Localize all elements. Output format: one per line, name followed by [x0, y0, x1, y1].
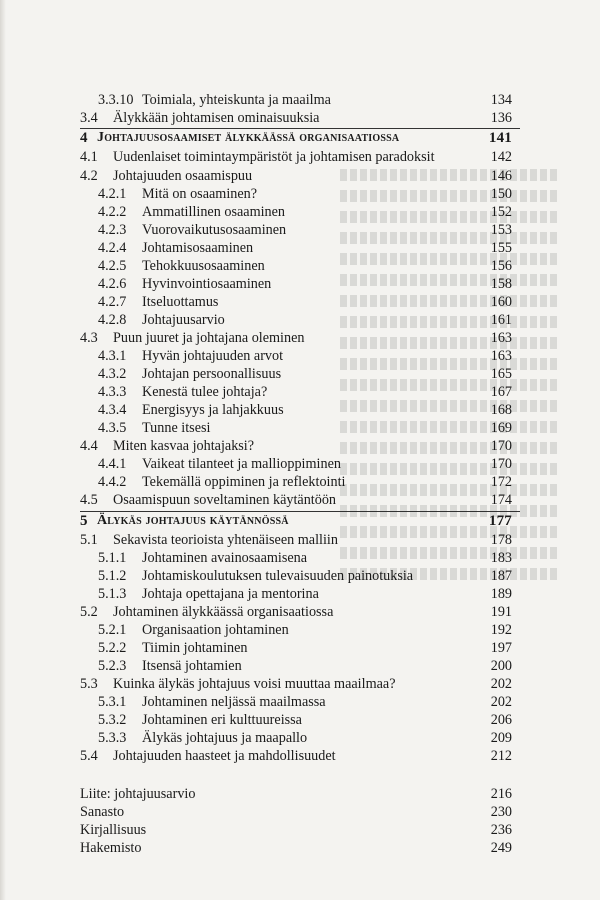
toc-section-number: 5.2.1: [98, 622, 127, 638]
toc-section-number: 5: [80, 513, 88, 529]
toc-section-title: Osaamispuun soveltaminen käytäntöön: [113, 492, 337, 508]
toc-page-number: 200: [490, 658, 512, 674]
toc-section-title: Johtajuusarvio: [142, 312, 225, 328]
toc-page-number: 209: [490, 730, 512, 746]
toc-section-number: 4.4.2: [98, 474, 127, 490]
toc-section-number: 4.1: [80, 149, 98, 165]
toc-section-number: 5.2.2: [98, 640, 127, 656]
toc-section-number: 4.3.4: [98, 402, 127, 418]
toc-section-number: 3.3.10: [98, 92, 134, 108]
toc-section-title: Johtajan persoonallisuus: [142, 366, 282, 382]
toc-section-number: 4.3: [80, 330, 98, 346]
toc-page-number: 212: [490, 748, 512, 764]
toc-entry-row: [0, 167, 600, 185]
chapter-divider-line: [80, 511, 520, 512]
toc-section-number: 4.2.4: [98, 240, 127, 256]
toc-page-number: 141: [488, 130, 512, 146]
toc-section-number: 5.1: [80, 532, 98, 548]
toc-page-number: 202: [490, 694, 512, 710]
toc-section-number: 4.4: [80, 438, 98, 454]
toc-page-number: 163: [490, 348, 512, 364]
toc-page-number: 167: [490, 384, 512, 400]
toc-section-number: 5.1.1: [98, 550, 127, 566]
toc-page-number: 249: [490, 840, 512, 856]
toc-page-number: 230: [490, 804, 512, 820]
toc-entry-row: [0, 639, 600, 657]
toc-entry-row: [0, 531, 600, 549]
toc-entry-row: [0, 491, 600, 509]
toc-section-title: Kirjallisuus: [80, 822, 147, 838]
toc-chapter-row: [0, 512, 600, 530]
toc-section-number: 4: [80, 130, 88, 146]
toc-section-title: Toimiala, yhteiskunta ja maailma: [142, 92, 331, 108]
toc-section-number: 5.3.1: [98, 694, 127, 710]
toc-section-title: Johtajuusosaamiset älykkäässä organisaatiossa: [97, 130, 400, 145]
toc-section-number: 4.3.5: [98, 420, 127, 436]
toc-section-title: Hyvän johtajuuden arvot: [142, 348, 284, 364]
toc-entry-row: [0, 329, 600, 347]
toc-page-number: 134: [490, 92, 512, 108]
toc-section-number: 4.3.3: [98, 384, 127, 400]
toc-appendix-row: [0, 803, 600, 821]
toc-section-title: Johtaminen eri kulttuureissa: [142, 712, 302, 728]
toc-section-title: Hakemisto: [80, 840, 142, 856]
toc-page-number: 161: [490, 312, 512, 328]
toc-section-title: Johtaminen neljässä maailmassa: [142, 694, 326, 710]
toc-section-title: Kenestä tulee johtaja?: [142, 384, 268, 400]
toc-page-number: 216: [490, 786, 512, 802]
toc-section-title: Kuinka älykäs johtajuus voisi muuttaa maailmaa?: [113, 676, 396, 692]
toc-section-title: Tunne itsesi: [142, 420, 211, 436]
toc-section-number: 5.3.2: [98, 712, 127, 728]
toc-entry-row: [0, 239, 600, 257]
toc-page-number: 178: [490, 532, 512, 548]
toc-section-title: Johtamiskoulutuksen tulevaisuuden painotuksia: [142, 568, 414, 584]
toc-page-number: 191: [490, 604, 512, 620]
toc-section-number: 4.3.2: [98, 366, 127, 382]
toc-section-number: 4.2.2: [98, 204, 127, 220]
toc-section-title: Energisyys ja lahjakkuus: [142, 402, 284, 418]
toc-section-number: 5.2: [80, 604, 98, 620]
toc-appendix-row: [0, 839, 600, 857]
toc-page-number: 192: [490, 622, 512, 638]
toc-page-number: 236: [490, 822, 512, 838]
toc-section-number: 5.3.3: [98, 730, 127, 746]
toc-section-title: Johtajuuden osaamispuu: [113, 168, 253, 184]
toc-section-title: Miten kasvaa johtajaksi?: [113, 438, 255, 454]
toc-page-number: 206: [490, 712, 512, 728]
toc-entry-row: [0, 293, 600, 311]
toc-page-number: 152: [490, 204, 512, 220]
toc-section-title: Tekemällä oppiminen ja reflektointi: [142, 474, 346, 490]
toc-page-number: 202: [490, 676, 512, 692]
toc-entry-row: [0, 693, 600, 711]
toc-page-number: 169: [490, 420, 512, 436]
toc-entry-row: [0, 621, 600, 639]
toc-section-title: Ammatillinen osaaminen: [142, 204, 286, 220]
toc-entry-row: [0, 401, 600, 419]
toc-appendix-row: [0, 821, 600, 839]
toc-entry-row: [0, 257, 600, 275]
toc-section-number: 5.2.3: [98, 658, 127, 674]
toc-section-number: 4.5: [80, 492, 98, 508]
toc-section-title: Älykkään johtamisen ominaisuuksia: [113, 110, 320, 126]
toc-section-title: Sanasto: [80, 804, 125, 820]
toc-entry-row: [0, 729, 600, 747]
toc-section-title: Sekavista teorioista yhtenäiseen malliin: [113, 532, 338, 548]
toc-section-number: 3.4: [80, 110, 98, 126]
toc-section-title: Itseluottamus: [142, 294, 219, 310]
toc-section-number: 5.1.3: [98, 586, 127, 602]
toc-section-title: Mitä on osaaminen?: [142, 186, 258, 202]
toc-section-number: 4.2.5: [98, 258, 127, 274]
toc-entry-row: [0, 549, 600, 567]
toc-entry-row: [0, 603, 600, 621]
toc-page-number: 170: [490, 456, 512, 472]
toc-page-number: 142: [490, 149, 512, 165]
toc-page-number: 174: [490, 492, 512, 508]
toc-page-number: 136: [490, 110, 512, 126]
toc-entry-row: [0, 185, 600, 203]
toc-page-number: 158: [490, 276, 512, 292]
toc-entry-row: [0, 455, 600, 473]
toc-entry-row: [0, 747, 600, 765]
toc-section-title: Johtajuuden haasteet ja mahdollisuudet: [113, 748, 336, 764]
toc-page-number: 197: [490, 640, 512, 656]
toc-entry-row: [0, 148, 600, 166]
toc-page-number: 170: [490, 438, 512, 454]
toc-entry-row: [0, 347, 600, 365]
toc-section-title: Uudenlaiset toimintaympäristöt ja johtamisen paradoksit: [113, 149, 435, 165]
toc-entry-row: [0, 567, 600, 585]
toc-entry-row: [0, 657, 600, 675]
toc-entry-row: [0, 221, 600, 239]
toc-page-number: 155: [490, 240, 512, 256]
toc-entry-row: [0, 419, 600, 437]
toc-section-title: Liite: johtajuusarvio: [80, 786, 196, 802]
toc-section-title: Tiimin johtaminen: [142, 640, 248, 656]
toc-section-title: Johtaja opettajana ja mentorina: [142, 586, 319, 602]
toc-section-title: Älykäs johtajuus ja maapallo: [142, 730, 308, 746]
toc-entry-row: [0, 675, 600, 693]
toc-chapter-row: [0, 129, 600, 147]
toc-page-number: 187: [490, 568, 512, 584]
toc-section-title: Puun juuret ja johtajana oleminen: [113, 330, 305, 346]
toc-section-title: Älykäs johtajuus käytännössä: [97, 513, 289, 528]
toc-page-number: 146: [490, 168, 512, 184]
toc-entry-row: [0, 473, 600, 491]
toc-entry-row: [0, 91, 600, 109]
toc-entry-row: [0, 585, 600, 603]
toc-section-title: Hyvinvointiosaaminen: [142, 276, 272, 292]
toc-entry-row: [0, 437, 600, 455]
toc-page-number: 150: [490, 186, 512, 202]
toc-page-number: 177: [488, 513, 512, 529]
toc-section-number: 4.2.1: [98, 186, 127, 202]
toc-section-number: 4.3.1: [98, 348, 127, 364]
toc-appendix-row: [0, 785, 600, 803]
toc-entry-row: [0, 383, 600, 401]
toc-page-number: 168: [490, 402, 512, 418]
toc-page-number: 172: [490, 474, 512, 490]
toc-section-title: Itsensä johtamien: [142, 658, 242, 674]
toc-entry-row: [0, 275, 600, 293]
toc-section-number: 5.3: [80, 676, 98, 692]
toc-section-number: 4.2.8: [98, 312, 127, 328]
toc-page-number: 160: [490, 294, 512, 310]
toc-section-title: Vuorovaikutusosaaminen: [142, 222, 287, 238]
toc-entry-row: [0, 365, 600, 383]
toc-section-number: 4.2.6: [98, 276, 127, 292]
toc-entry-row: [0, 311, 600, 329]
toc-section-number: 4.4.1: [98, 456, 127, 472]
toc-entry-row: [0, 711, 600, 729]
toc-section-title: Johtaminen älykkäässä organisaatiossa: [113, 604, 334, 620]
toc-page-number: 189: [490, 586, 512, 602]
toc-section-number: 5.1.2: [98, 568, 127, 584]
toc-section-title: Vaikeat tilanteet ja mallioppiminen: [142, 456, 341, 472]
toc-page-number: 163: [490, 330, 512, 346]
toc-section-title: Johtamisosaaminen: [142, 240, 254, 256]
toc-section-number: 4.2: [80, 168, 98, 184]
toc-entry-row: [0, 109, 600, 127]
toc-entry-row: [0, 203, 600, 221]
toc-section-title: Tehokkuusosaaminen: [142, 258, 265, 274]
toc-page-number: 156: [490, 258, 512, 274]
toc-page-number: 183: [490, 550, 512, 566]
toc-page-number: 165: [490, 366, 512, 382]
toc-section-title: Organisaation johtaminen: [142, 622, 289, 638]
chapter-divider-line: [80, 128, 520, 129]
toc-section-title: Johtaminen avainosaamisena: [142, 550, 308, 566]
toc-page-number: 153: [490, 222, 512, 238]
toc-section-number: 4.2.7: [98, 294, 127, 310]
toc-section-number: 4.2.3: [98, 222, 127, 238]
toc-section-number: 5.4: [80, 748, 98, 764]
